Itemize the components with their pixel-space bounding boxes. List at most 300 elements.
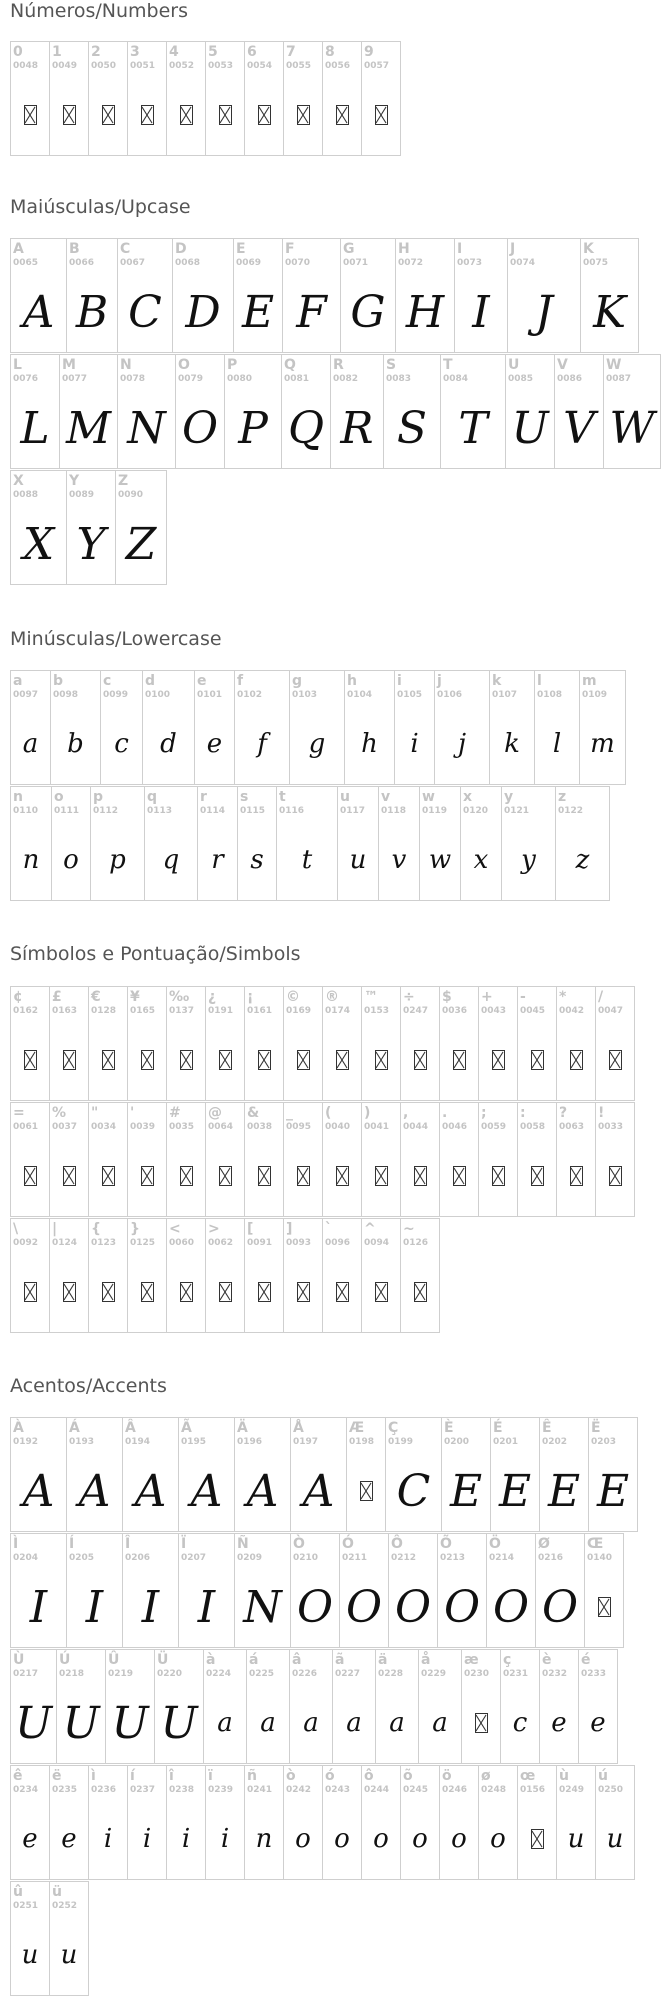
glyph-preview: A: [22, 1465, 55, 1517]
glyph-code-label: 0104: [347, 690, 373, 700]
glyph-char-label: ): [364, 1105, 371, 1121]
glyph-code-label: 0191: [208, 1006, 234, 1016]
glyph-cell: [237, 786, 277, 901]
glyph-cell: [539, 1649, 579, 1764]
glyph-char-label: ¡: [247, 989, 254, 1005]
glyph-code-label: 0242: [286, 1785, 312, 1795]
glyph-code-label: 0042: [559, 1006, 585, 1016]
glyph-cell: [144, 786, 198, 901]
glyph-preview: a: [303, 1708, 319, 1738]
glyph-preview: Y: [76, 518, 106, 570]
glyph-cell: [66, 1417, 123, 1532]
glyph-char-label: ™: [364, 989, 378, 1005]
glyph-code-label: 0089: [69, 490, 95, 500]
glyph-cell: [375, 1649, 419, 1764]
glyph-cell: [322, 986, 362, 1101]
glyph-cell: [66, 238, 118, 353]
glyph-char-label: !: [598, 1105, 605, 1121]
glyph-code-label: 0065: [13, 258, 39, 268]
glyph-cell: [517, 1102, 557, 1217]
glyph-char-label: ;: [481, 1105, 487, 1121]
missing-glyph-icon: [245, 1261, 283, 1323]
glyph-cell: [489, 670, 535, 785]
glyph-char-label: U: [508, 357, 520, 373]
glyph-preview: Q: [287, 402, 325, 454]
glyph-char-label: y: [504, 789, 514, 805]
glyph-preview: o: [334, 1824, 350, 1854]
glyph-code-label: 0113: [147, 806, 173, 816]
glyph-code-label: 0248: [481, 1785, 507, 1795]
glyph-cell: [322, 41, 362, 156]
glyph-code-label: 0120: [463, 806, 489, 816]
glyph-cell: [556, 1102, 596, 1217]
glyph-cell: [56, 1649, 106, 1764]
glyph-preview: n: [22, 845, 40, 875]
glyph-code-label: 0137: [169, 1006, 195, 1016]
missing-glyph-icon: [206, 1029, 244, 1091]
glyph-char-label: È: [444, 1420, 454, 1436]
glyph-preview: U: [111, 1697, 149, 1749]
glyph-char-label: Ù: [13, 1652, 25, 1668]
glyph-cell: [289, 1649, 333, 1764]
glyph-code-label: 0036: [442, 1006, 468, 1016]
glyph-char-label: £: [52, 989, 62, 1005]
glyph-code-label: 0249: [559, 1785, 585, 1795]
missing-glyph-icon: [596, 1029, 634, 1091]
glyph-char-label: +: [481, 989, 493, 1005]
glyph-cell: [205, 41, 245, 156]
glyph-char-label: €: [91, 989, 101, 1005]
glyph-char-label: Ê: [542, 1420, 552, 1436]
glyph-code-label: 0111: [54, 806, 80, 816]
glyph-char-label: e: [197, 673, 207, 689]
glyph-char-label: Œ: [587, 1536, 604, 1552]
glyph-preview: a: [432, 1708, 448, 1738]
glyph-cell: [205, 1102, 245, 1217]
glyph-preview: O: [492, 1581, 530, 1633]
glyph-char-label: ë: [52, 1768, 62, 1784]
glyph-char-label: ¿: [208, 989, 217, 1005]
glyph-code-label: 0193: [69, 1437, 95, 1447]
glyph-preview: c: [114, 729, 129, 759]
glyph-code-label: 0115: [240, 806, 266, 816]
glyph-preview: N: [127, 402, 166, 454]
glyph-preview: E: [596, 1465, 630, 1517]
missing-glyph-icon: [50, 84, 88, 146]
glyph-cell: [178, 1533, 235, 1648]
section-title-lowercase: Minúsculas/Lowercase: [10, 628, 222, 650]
glyph-char-label: ç: [503, 1652, 512, 1668]
glyph-cell: [439, 1765, 479, 1880]
glyph-char-label: N: [120, 357, 132, 373]
glyph-code-label: 0196: [237, 1437, 263, 1447]
glyph-cell: [276, 786, 338, 901]
missing-glyph-icon: [167, 84, 205, 146]
glyph-preview: O: [541, 1581, 579, 1633]
glyph-code-label: 0118: [381, 806, 407, 816]
glyph-preview: I: [197, 1581, 216, 1633]
missing-glyph-icon: [245, 84, 283, 146]
glyph-cell: [49, 41, 89, 156]
glyph-preview: z: [575, 845, 590, 875]
glyph-cell: [117, 238, 173, 353]
glyph-code-label: 0210: [293, 1553, 319, 1563]
glyph-code-label: 0209: [237, 1553, 263, 1563]
glyph-preview: c: [512, 1708, 528, 1738]
glyph-preview: E: [449, 1465, 483, 1517]
glyph-char-label: M: [62, 357, 76, 373]
missing-glyph-icon: [440, 1145, 478, 1207]
glyph-row: [10, 1649, 637, 1764]
glyph-code-label: 0153: [364, 1006, 390, 1016]
glyph-preview: p: [109, 845, 126, 875]
glyph-code-label: 0239: [208, 1785, 234, 1795]
glyph-code-label: 0061: [13, 1122, 39, 1132]
glyph-preview: w: [428, 845, 452, 875]
glyph-cell: [290, 1533, 340, 1648]
glyph-code-label: 0046: [442, 1122, 468, 1132]
glyph-code-label: 0078: [120, 374, 146, 384]
glyph-cell: [535, 1533, 585, 1648]
glyph-char-label: å: [421, 1652, 431, 1668]
glyph-char-label: _: [286, 1105, 293, 1121]
section-title-accents: Acentos/Accents: [10, 1375, 167, 1397]
glyph-char-label: d: [145, 673, 156, 689]
glyph-preview: t: [301, 845, 313, 875]
glyph-char-label: Ó: [342, 1536, 354, 1552]
glyph-code-label: 0084: [443, 374, 469, 384]
glyph-cell: [332, 1649, 376, 1764]
glyph-char-label: Ä: [237, 1420, 248, 1436]
missing-glyph-icon: [347, 1460, 385, 1522]
glyph-char-label: Å: [293, 1420, 304, 1436]
glyph-cell: [361, 1102, 401, 1217]
missing-glyph-icon: [284, 1145, 322, 1207]
glyph-char-label: ": [91, 1105, 99, 1121]
glyph-cell: [441, 1417, 491, 1532]
glyph-char-label: O: [178, 357, 190, 373]
glyph-char-label: ñ: [247, 1768, 257, 1784]
glyph-code-label: 0090: [118, 490, 144, 500]
glyph-cell: [88, 1102, 128, 1217]
glyph-preview: K: [593, 286, 626, 338]
glyph-cell: [290, 1417, 347, 1532]
glyph-char-label: -: [520, 989, 526, 1005]
glyph-cell: [88, 1765, 128, 1880]
glyph-preview: W: [609, 402, 655, 454]
glyph-code-label: 0125: [130, 1238, 156, 1248]
glyph-char-label: B: [69, 241, 80, 257]
glyph-char-label: Û: [108, 1652, 120, 1668]
glyph-char-label: Ô: [391, 1536, 403, 1552]
glyph-char-label: 4: [169, 44, 179, 60]
glyph-code-label: 0128: [91, 1006, 117, 1016]
glyph-preview: A: [190, 1465, 223, 1517]
glyph-code-label: 0226: [292, 1669, 318, 1679]
glyph-char-label: v: [381, 789, 391, 805]
glyph-char-label: Æ: [349, 1420, 365, 1436]
glyph-code-label: 0100: [145, 690, 171, 700]
missing-glyph-icon: [245, 1029, 283, 1091]
glyph-row: [10, 786, 625, 901]
glyph-char-label: 8: [325, 44, 335, 60]
glyph-code-label: 0102: [237, 690, 263, 700]
glyph-char-label: Õ: [440, 1536, 452, 1552]
glyph-cell: [10, 1881, 50, 1996]
glyph-cell: [205, 1765, 245, 1880]
glyph-cell: [554, 354, 604, 469]
glyph-code-label: 0197: [293, 1437, 319, 1447]
missing-glyph-icon: [284, 1029, 322, 1091]
glyph-cell: [588, 1417, 638, 1532]
glyph-char-label: a: [13, 673, 23, 689]
glyph-preview: a: [22, 729, 39, 759]
glyph-char-label: r: [200, 789, 207, 805]
glyph-code-label: 0200: [444, 1437, 470, 1447]
missing-glyph-icon: [206, 1261, 244, 1323]
glyph-code-label: 0110: [13, 806, 39, 816]
glyph-preview: a: [389, 1708, 405, 1738]
glyph-preview: A: [22, 286, 55, 338]
glyph-preview: A: [78, 1465, 111, 1517]
missing-glyph-icon: [128, 1029, 166, 1091]
glyph-char-label: 3: [130, 44, 140, 60]
glyph-char-label: Ö: [489, 1536, 501, 1552]
glyph-cell: [49, 986, 89, 1101]
glyph-preview: O: [345, 1581, 383, 1633]
glyph-code-label: 0230: [464, 1669, 490, 1679]
glyph-char-label: Y: [69, 473, 80, 489]
glyph-cell: [122, 1533, 179, 1648]
glyph-char-label: l: [537, 673, 542, 689]
missing-glyph-icon: [479, 1029, 517, 1091]
glyph-code-label: 0092: [13, 1238, 39, 1248]
glyph-char-label: J: [510, 241, 516, 257]
missing-glyph-icon: [284, 1261, 322, 1323]
glyph-code-label: 0066: [69, 258, 95, 268]
glyph-preview: B: [75, 286, 109, 338]
glyph-char-label: ]: [286, 1221, 293, 1237]
glyph-preview: k: [504, 729, 520, 759]
glyph-cell: [51, 786, 91, 901]
glyph-preview: h: [361, 729, 378, 759]
missing-glyph-icon: [557, 1029, 595, 1091]
glyph-code-label: 0057: [364, 61, 390, 71]
glyph-code-label: 0216: [538, 1553, 564, 1563]
glyph-code-label: 0231: [503, 1669, 529, 1679]
glyph-char-label: Ç: [388, 1420, 399, 1436]
glyph-preview: F: [296, 286, 327, 338]
glyph-char-label: {: [91, 1221, 101, 1237]
glyph-cell: [340, 238, 396, 353]
glyph-preview: d: [160, 729, 177, 759]
glyph-preview: i: [220, 1824, 230, 1854]
glyph-char-label: G: [343, 241, 355, 257]
glyph-code-label: 0047: [598, 1006, 624, 1016]
glyph-char-label: q: [147, 789, 158, 805]
glyph-code-label: 0227: [335, 1669, 361, 1679]
glyph-preview: U: [511, 402, 549, 454]
glyph-code-label: 0243: [325, 1785, 351, 1795]
glyph-char-label: ô: [364, 1768, 374, 1784]
glyph-char-label: Í: [69, 1536, 75, 1552]
glyph-cell: [388, 1533, 438, 1648]
glyph-char-label: F: [285, 241, 295, 257]
glyph-preview: e: [590, 1708, 606, 1738]
glyph-code-label: 0251: [13, 1901, 39, 1911]
glyph-char-label: <: [169, 1221, 181, 1237]
glyph-code-label: 0203: [591, 1437, 617, 1447]
glyph-code-label: 0218: [59, 1669, 85, 1679]
glyph-char-label: I: [457, 241, 463, 257]
glyph-preview: I: [141, 1581, 160, 1633]
glyph-char-label: ã: [335, 1652, 345, 1668]
glyph-cell: [283, 1218, 323, 1333]
glyph-code-label: 0083: [386, 374, 412, 384]
glyph-char-label: Ã: [181, 1420, 192, 1436]
glyph-char-label: /: [598, 989, 604, 1005]
glyph-cell: [330, 354, 384, 469]
glyph-code-label: 0205: [69, 1553, 95, 1563]
glyph-code-label: 0091: [247, 1238, 273, 1248]
missing-glyph-icon: [585, 1576, 623, 1638]
glyph-char-label: à: [206, 1652, 216, 1668]
glyph-preview: I: [472, 286, 490, 338]
glyph-char-label: C: [120, 241, 131, 257]
glyph-code-label: 0211: [342, 1553, 368, 1563]
section-title-symbols: Símbolos e Pontuação/Simbols: [10, 943, 301, 965]
glyph-preview: f: [257, 729, 267, 759]
glyph-preview: j: [457, 729, 467, 759]
glyph-code-label: 0241: [247, 1785, 273, 1795]
glyph-cell: [10, 986, 50, 1101]
glyph-code-label: 0064: [208, 1122, 234, 1132]
glyph-cell: [10, 1533, 67, 1648]
glyph-cell: [478, 1765, 518, 1880]
glyph-cell: [49, 1218, 89, 1333]
glyph-cell: [10, 354, 60, 469]
missing-glyph-icon: [440, 1029, 478, 1091]
glyph-cell: [127, 1765, 167, 1880]
glyph-preview: P: [238, 402, 268, 454]
glyph-char-label: Ø: [538, 1536, 550, 1552]
glyph-code-label: 0233: [581, 1669, 607, 1679]
glyph-cell: [361, 1765, 401, 1880]
missing-glyph-icon: [167, 1261, 205, 1323]
glyph-preview: O: [296, 1581, 334, 1633]
glyph-cell: [127, 986, 167, 1101]
glyph-code-label: 0162: [13, 1006, 39, 1016]
glyph-preview: u: [606, 1824, 624, 1854]
missing-glyph-icon: [401, 1261, 439, 1323]
glyph-cell: [166, 1218, 206, 1333]
glyph-code-label: 0037: [52, 1122, 78, 1132]
glyph-char-label: k: [492, 673, 502, 689]
glyph-cell: [10, 1102, 50, 1217]
glyph-char-label: ê: [13, 1768, 23, 1784]
glyph-cell: [127, 1218, 167, 1333]
glyph-char-label: .: [442, 1105, 448, 1121]
glyph-code-label: 0109: [582, 690, 608, 700]
glyph-cell: [289, 670, 345, 785]
glyph-code-label: 0213: [440, 1553, 466, 1563]
glyph-row: [10, 1765, 637, 1880]
glyph-char-label: ø: [481, 1768, 491, 1784]
glyph-char-label: b: [53, 673, 64, 689]
glyph-row: [10, 1533, 637, 1648]
glyph-row: [10, 986, 634, 1101]
glyph-preview: M: [65, 402, 112, 454]
glyph-cell: [49, 1881, 89, 1996]
glyph-cell: [400, 1765, 440, 1880]
glyph-cell: [233, 238, 283, 353]
glyph-cell: [10, 670, 51, 785]
glyph-code-label: 0063: [559, 1122, 585, 1132]
glyph-code-label: 0225: [249, 1669, 275, 1679]
glyph-char-label: ó: [325, 1768, 335, 1784]
glyph-cell: [578, 1649, 618, 1764]
glyph-char-label: |: [52, 1221, 58, 1237]
glyph-cell: [539, 1417, 589, 1532]
glyph-char-label: H: [398, 241, 410, 257]
missing-glyph-icon: [323, 1145, 361, 1207]
glyph-char-label: (: [325, 1105, 332, 1121]
glyph-row: [10, 354, 660, 469]
glyph-row: [10, 1218, 634, 1333]
glyph-cell: [244, 1102, 284, 1217]
glyph-code-label: 0094: [364, 1238, 390, 1248]
glyph-code-label: 0070: [285, 258, 311, 268]
glyph-cell: [400, 1102, 440, 1217]
glyph-code-label: 0108: [537, 690, 563, 700]
missing-glyph-icon: [323, 84, 361, 146]
glyph-preview: G: [350, 286, 386, 338]
glyph-char-label: h: [347, 673, 357, 689]
glyph-cell: [322, 1102, 362, 1217]
glyph-code-label: 0033: [598, 1122, 624, 1132]
glyph-preview: o: [412, 1824, 428, 1854]
glyph-code-label: 0044: [403, 1122, 429, 1132]
glyph-code-label: 0237: [130, 1785, 156, 1795]
glyph-code-label: 0220: [157, 1669, 183, 1679]
glyph-cell: [166, 1102, 206, 1217]
glyph-code-label: 0119: [422, 806, 448, 816]
glyph-preview: i: [181, 1824, 191, 1854]
glyph-code-label: 0245: [403, 1785, 429, 1795]
glyph-code-label: 0058: [520, 1122, 546, 1132]
missing-glyph-icon: [401, 1029, 439, 1091]
glyph-grid-upcase: [10, 238, 660, 585]
glyph-char-label: œ: [520, 1768, 536, 1784]
glyph-preview: o: [490, 1824, 506, 1854]
missing-glyph-icon: [462, 1692, 500, 1754]
glyph-preview: a: [260, 1708, 276, 1738]
glyph-char-label: Á: [69, 1420, 80, 1436]
glyph-cell: [505, 354, 555, 469]
glyph-preview: s: [250, 845, 264, 875]
glyph-code-label: 0247: [403, 1006, 429, 1016]
glyph-char-label: ú: [598, 1768, 608, 1784]
missing-glyph-icon: [50, 1029, 88, 1091]
glyph-cell: [490, 1417, 540, 1532]
glyph-cell: [197, 786, 238, 901]
missing-glyph-icon: [167, 1029, 205, 1091]
glyph-code-label: 0174: [325, 1006, 351, 1016]
glyph-char-label: V: [557, 357, 568, 373]
glyph-code-label: 0234: [13, 1785, 39, 1795]
missing-glyph-icon: [206, 1145, 244, 1207]
glyph-code-label: 0123: [91, 1238, 117, 1248]
